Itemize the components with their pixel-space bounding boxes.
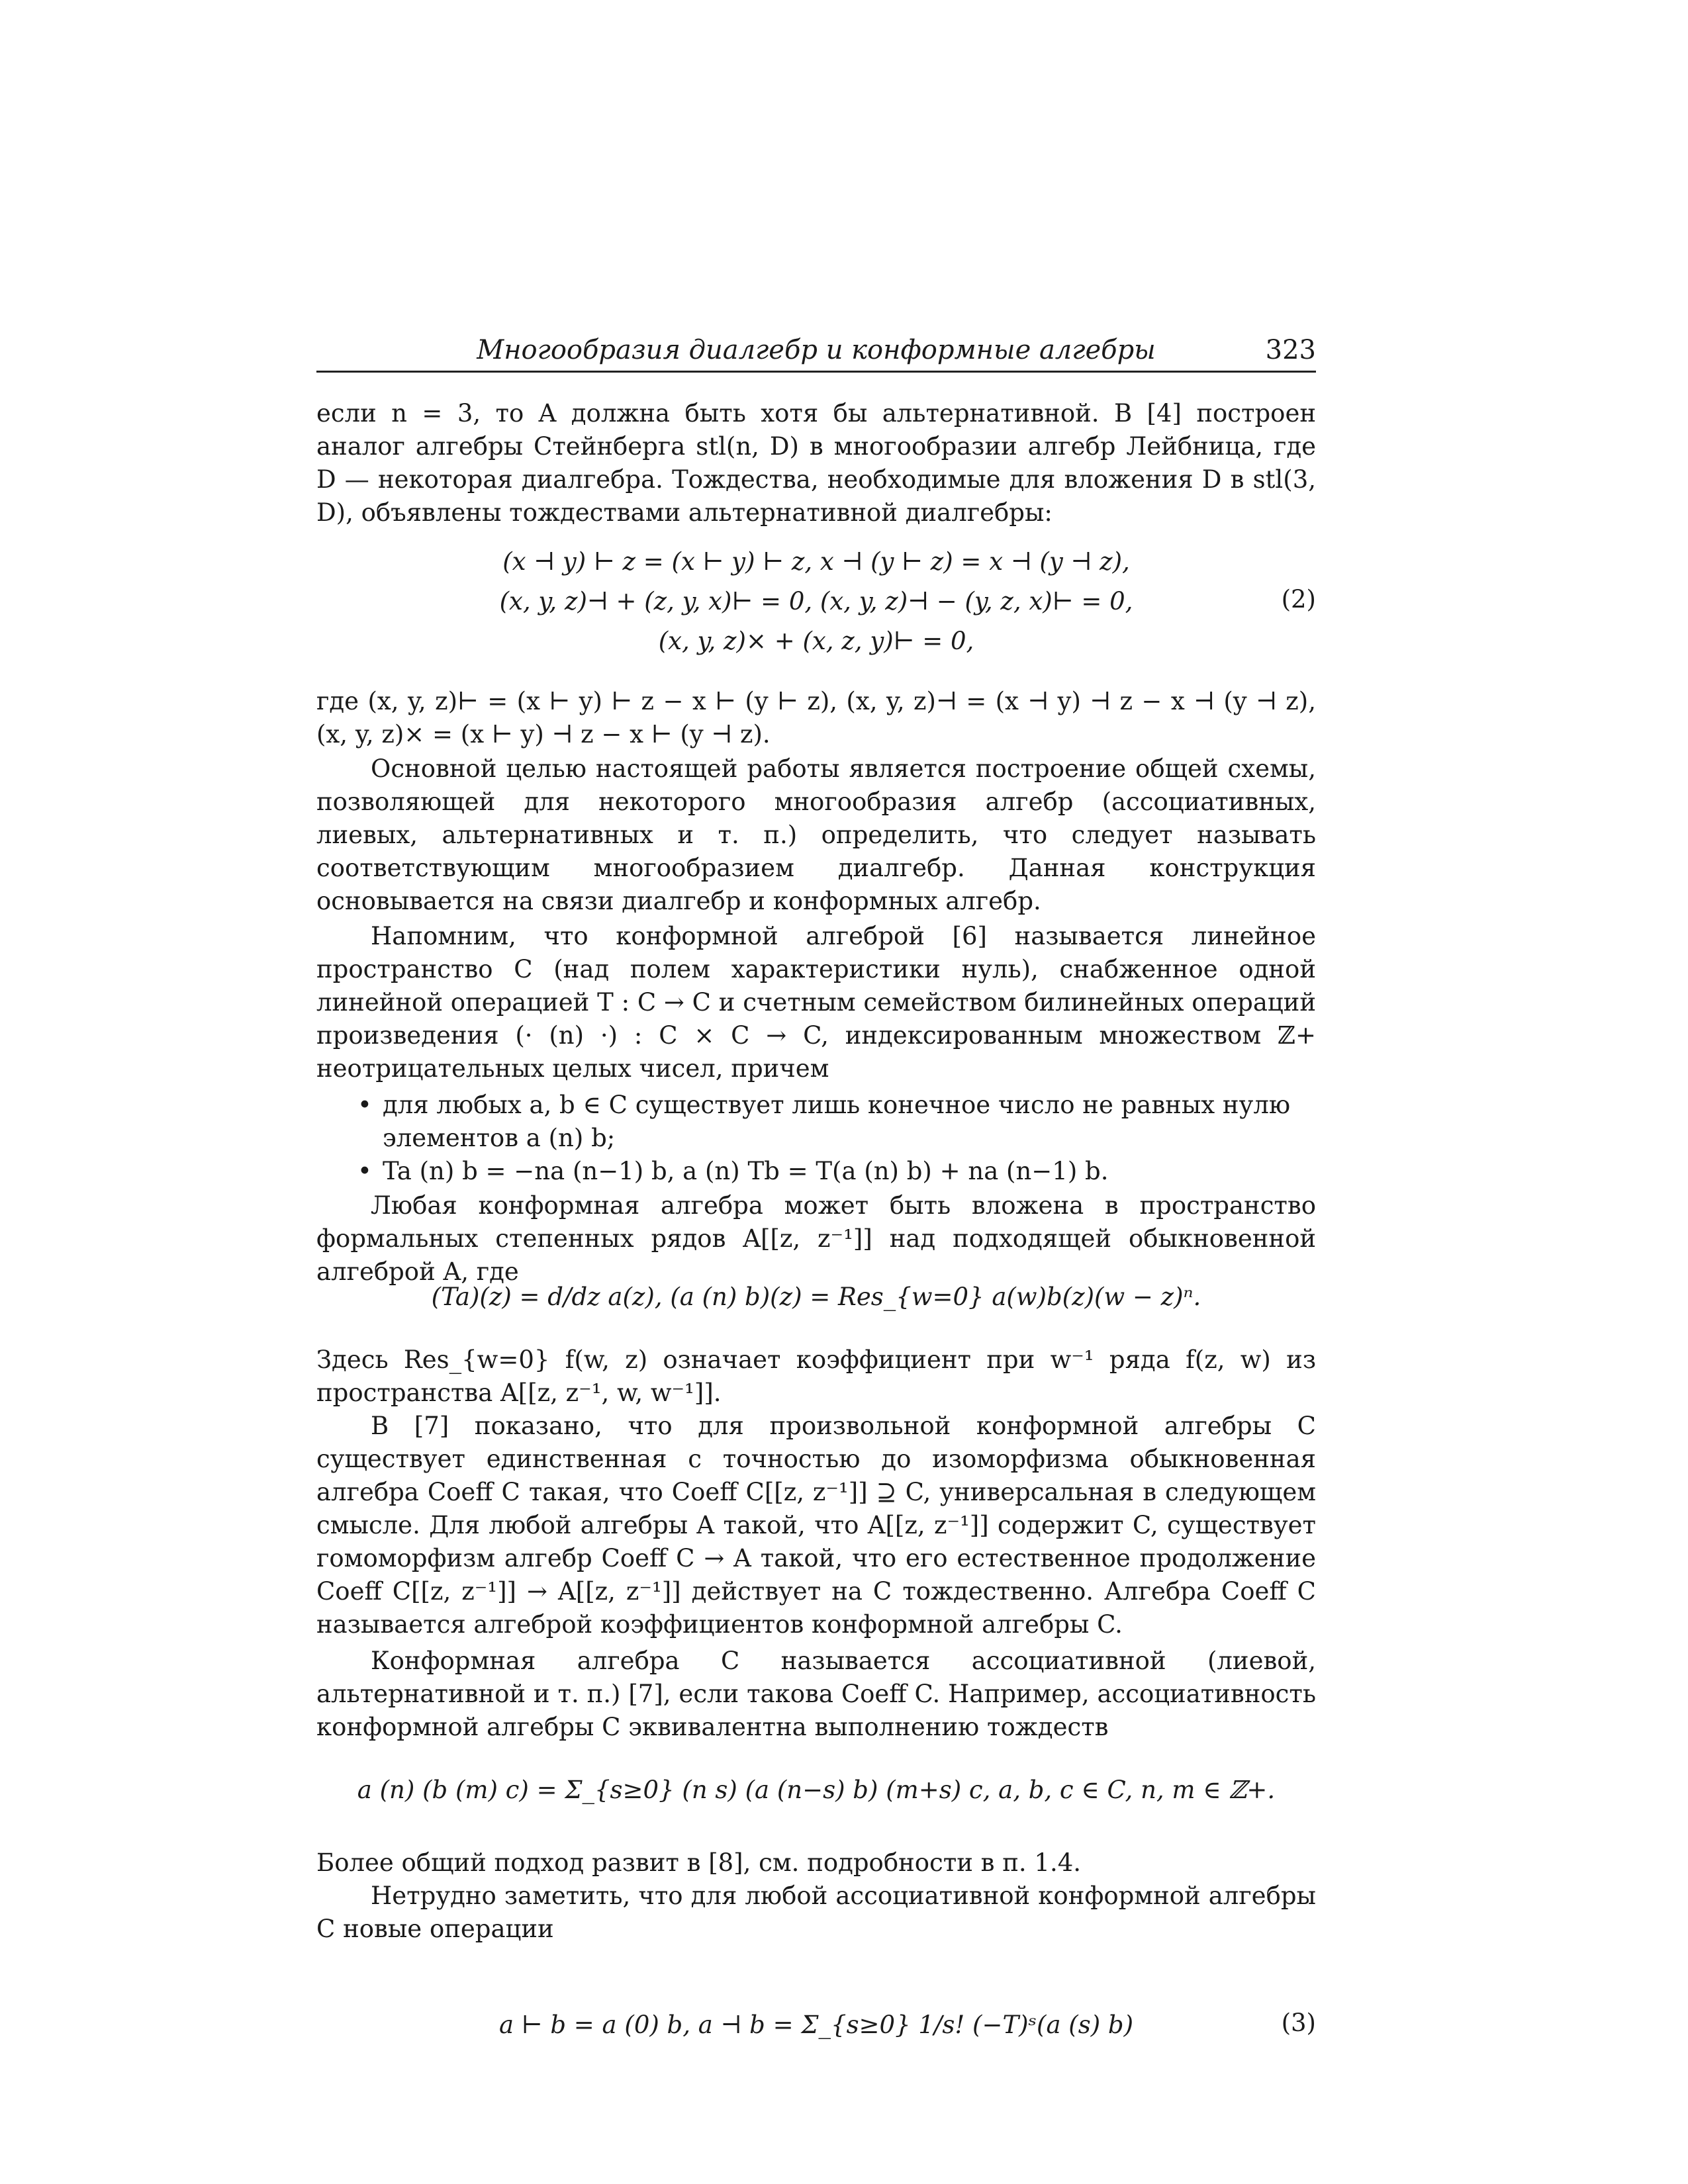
paragraph-6: Здесь Res_{w=0} f(w, z) означает коэффициент при w⁻¹ ряда f(z, w) из пространства A[[z, z⁻¹, w, w⁻¹]]. [316, 1345, 1316, 1407]
equation-conformal-derivative: (Ta)(z) = d/dz a(z), (a (n) b)(z) = Res_{w=0} a(w)b(z)(w − z)ⁿ. [431, 1283, 1201, 1311]
paragraph-5: Любая конформная алгебра может быть вложена в пространство формальных степенных рядов A[[z, z⁻¹]] над подходящей обыкновенной алгеброй A, где [316, 1191, 1316, 1286]
equation-3-number: (3) [1281, 2009, 1316, 2037]
paragraph-10: Нетрудно заметить, что для любой ассоциативной конформной алгебры C новые операции [316, 1882, 1316, 1943]
paragraph-2: где (x, y, z)⊢ = (x ⊢ y) ⊢ z − x ⊢ (y ⊢ z), (x, y, z)⊣ = (x ⊣ y) ⊣ z − x ⊣ (y ⊣ z), (x, y, z)× = (x ⊢ y) ⊣ z − x ⊢ (y ⊣ z). [316, 687, 1316, 749]
equation-associativity: a (n) (b (m) c) = Σ_{s≥0} (n s) (a (n−s) b) (m+s) c, a, b, c ∈ C, n, m ∈ ℤ+. [357, 1776, 1276, 1804]
paragraph-3: Основной целью настоящей работы является построение общей схемы, позволяющей для некоторого многообразия алгебр (ассоциативных, лиевых, альтернативных и т. п.) определить, что следует называть соответствующим многообразием диалгебр. Данная конструкция основывается на связи диалгебр и конформных алгебр. [316, 754, 1316, 915]
bullet-text-2: Ta (n) b = −na (n−1) b, a (n) Tb = T(a (n) b) + na (n−1) b. [383, 1157, 1109, 1185]
bullet-dot-icon: • [357, 1157, 372, 1185]
running-title: Многообразия диалгебр и конформные алгебры [477, 335, 1156, 365]
paragraph-4: Напомним, что конформной алгеброй [6] называется линейное пространство C (над полем характеристики нуль), снабженное одной линейной операцией T : C → C и счетным семейством билинейных операций произведения (· (n) ·) : C × C → C, индексированным множеством ℤ+ неотрицательных целых чисел, причем [316, 922, 1316, 1083]
page-number: 323 [1265, 335, 1316, 365]
equation-2-line-3: (x, y, z)× + (x, z, y)⊢ = 0, [658, 627, 974, 655]
paragraph-9: Более общий подход развит в [8], см. подробности в п. 1.4. [316, 1848, 1082, 1877]
paragraph-7: В [7] показано, что для произвольной конформной алгебры C существует единственная с точностью до изоморфизма обыкновенная алгебра Coeff C такая, что Coeff C[[z, z⁻¹]] ⊇ C, универсальная в следующем смысле. Для любой алгебры A такой, что A[[z, z⁻¹]] содержит C, существует гомоморфизм алгебр Coeff C → A такой, что его естественное продолжение Coeff C[[z, z⁻¹]] → A[[z, z⁻¹]] действует на C тождественно. Алгебра Coeff C называется алгеброй коэффициентов конформной алгебры C. [316, 1412, 1316, 1639]
equation-2-line-1: (x ⊣ y) ⊢ z = (x ⊢ y) ⊢ z, x ⊣ (y ⊢ z) = x ⊣ (y ⊣ z), [502, 547, 1130, 576]
paragraph-8: Конформная алгебра C называется ассоциативной (лиевой, альтернативной и т. п.) [7], если такова Coeff C. Например, ассоциативность конформной алгебры C эквивалентна выполнению тождеств [316, 1647, 1316, 1741]
equation-2-line-2: (x, y, z)⊣ + (z, y, x)⊢ = 0, (x, y, z)⊣ − (y, z, x)⊢ = 0, [499, 587, 1133, 615]
bullet-text-1: для любых a, b ∈ C существует лишь конечное число не равных нулю элементов a (n) b; [383, 1091, 1291, 1152]
bullet-item-2 [357, 1155, 1316, 1188]
equation-3: a ⊢ b = a (0) b, a ⊣ b = Σ_{s≥0} 1/s! (−T)ˢ(a (s) b) [498, 2011, 1134, 2039]
equation-2-number: (2) [1281, 585, 1316, 614]
paragraph-1: если n = 3, то A должна быть хотя бы альтернативной. В [4] построен аналог алгебры Стейнберга stl(n, D) в многообразии алгебр Лейбница, где D — некоторая диалгебра. Тождества, необходимые для вложения D в stl(3, D), объявлены тождествами альтернативной диалгебры: [316, 399, 1316, 527]
bullet-item-1 [357, 1089, 1316, 1155]
running-header [316, 330, 1316, 373]
bullet-dot-icon: • [357, 1091, 372, 1119]
